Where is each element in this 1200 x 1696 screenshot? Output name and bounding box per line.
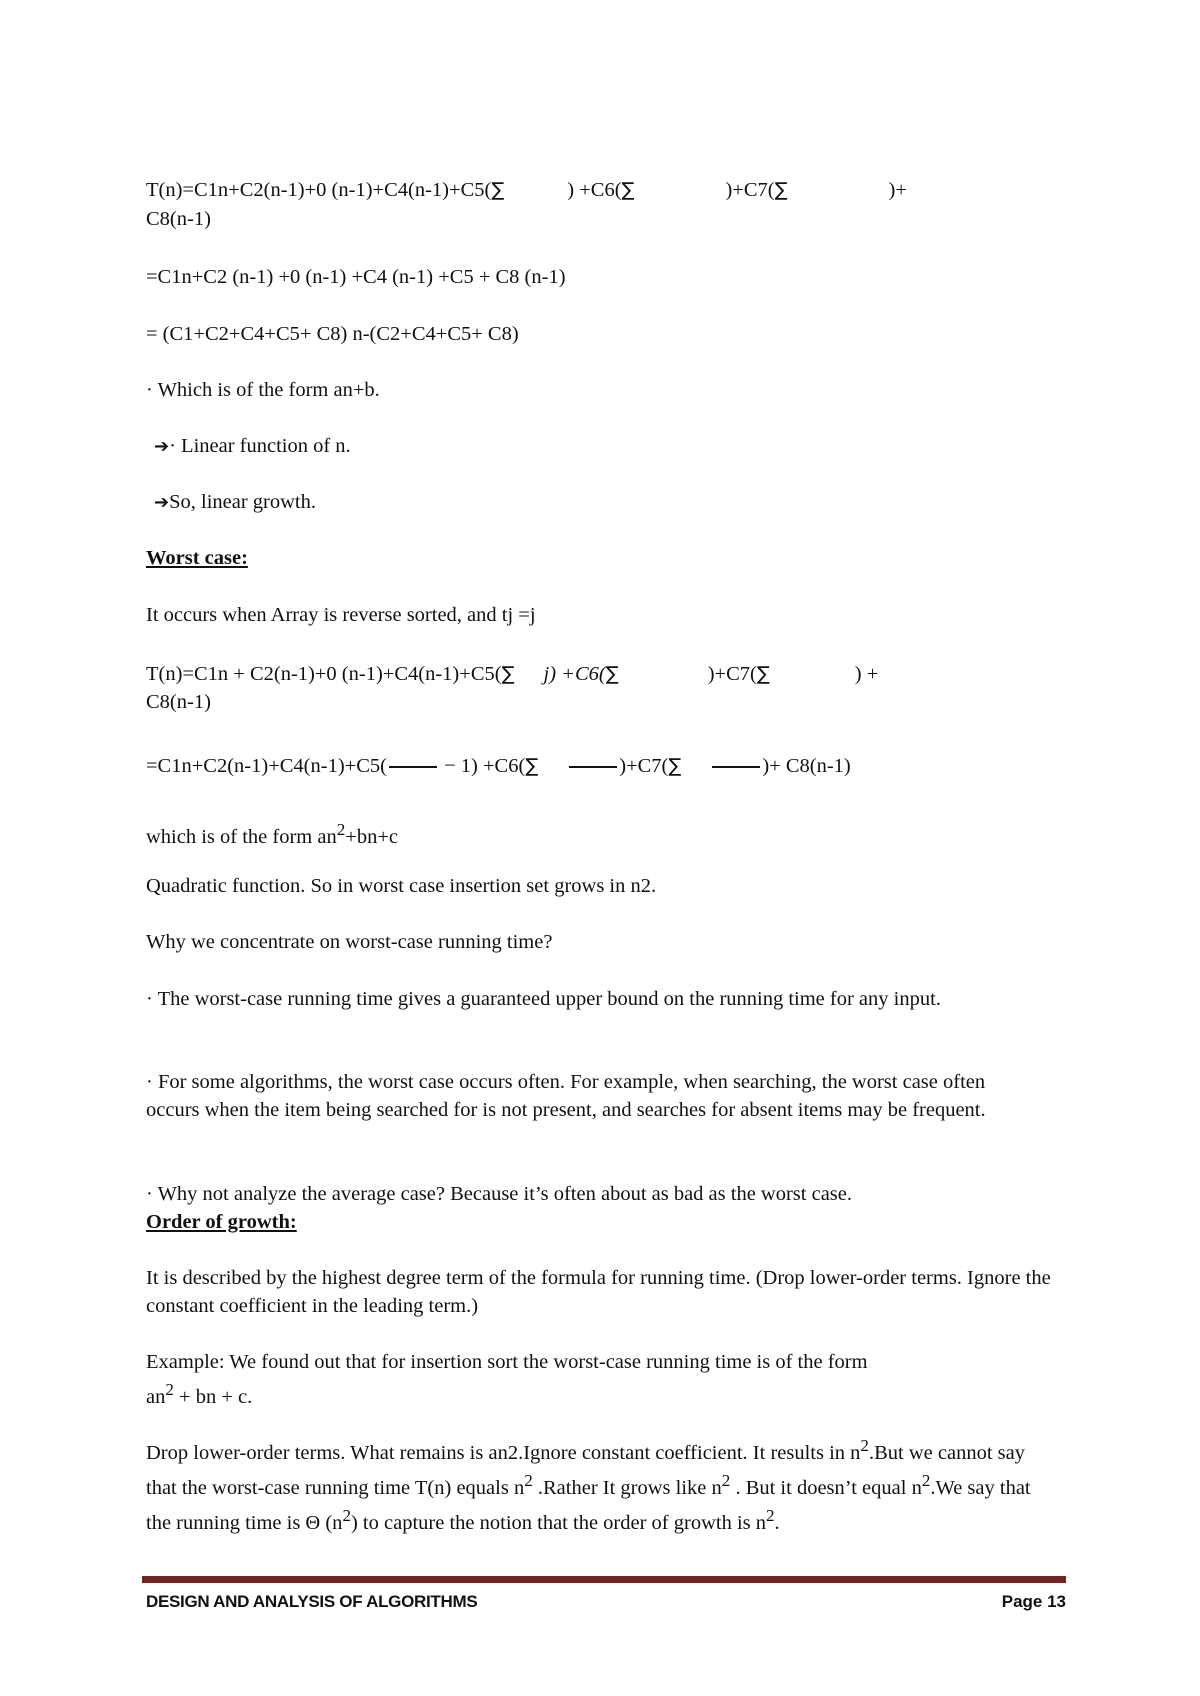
best-case-equation-1: T(n)=C1n+C2(n-1)+0 (n-1)+C4(n-1)+C5(∑ ) +C6(∑ )+C7(∑ )+ [146,179,907,201]
fraction-bar [389,766,437,768]
best-case-equation-1-continued: C8(n-1) [146,208,211,230]
best-case-linear-function: ➔· Linear function of n. [154,435,351,457]
worst-case-equation-1: T(n)=C1n + C2(n-1)+0 (n-1)+C4(n-1)+C5(∑ j) +C6(∑ )+C7(∑ ) + [146,663,879,685]
arrow-right-icon: ➔ [154,436,170,457]
footer-title: DESIGN AND ANALYSIS OF ALGORITHMS [146,1592,478,1611]
worst-case-heading: Worst case: [146,547,248,569]
sigma-symbol: ∑ [525,755,539,777]
drop-lower-order-paragraph: Drop lower-order terms. What remains is an2.Ignore constant coefficient. It results in $n^2.But$ we cannot say that the worst-case running time T(n) equals $n^2$ .Rather It grows like $n^2$ . But it doesn’t equal $n^2.We$ say that the running time is Θ $(n^2)$ to capture the notion that the order of growth is $n^2$. [146,1436,1031,1534]
bullet-worst-case-often: · For some algorithms, the worst case occurs often. For example, when searching, the worst case often occurs when the item being searched for is not present, and searches for absent items may be frequent. [146,1071,986,1121]
sigma-symbol: ∑ [501,663,515,685]
sigma-symbol: ∑ [668,755,682,777]
sigma-symbol: ∑ [605,663,619,685]
worst-case-equation-1-continued: C8(n-1) [146,691,211,713]
example-line-2: $an^2$ + bn + c. [146,1380,253,1408]
sigma-symbol: ∑ [491,179,505,201]
bullet-average-case: · Why not analyze the average case? Because it’s often about as bad as the worst case. [146,1183,853,1205]
worst-case-equation-2: =C1n+C2(n-1)+C4(n-1)+C5( − 1) +C6(∑ )+C7(∑ )+ C8(n-1) [146,755,851,777]
sigma-symbol: ∑ [774,179,788,201]
arrow-right-icon: ➔ [154,492,170,513]
best-case-form: · Which is of the form an+b. [146,379,380,401]
worst-case-form: which is of the form $an^2+bn+c$ [146,820,398,848]
footer-page-number: Page 13 [1001,1592,1066,1611]
footer-rule [142,1576,1066,1583]
quadratic-function-text: Quadratic function. So in worst case insertion set grows in n2. [146,875,657,897]
bullet-upper-bound: · The worst-case running time gives a guaranteed upper bound on the running time for any input. [146,988,941,1010]
sigma-symbol: ∑ [621,179,635,201]
why-worst-case-question: Why we concentrate on worst-case running time? [146,931,553,953]
best-case-equation-2: =C1n+C2 (n-1) +0 (n-1) +C4 (n-1) +C5 + C8 (n-1) [146,266,566,288]
example-line-1: Example: We found out that for insertion sort the worst-case running time is of the form [146,1351,868,1373]
best-case-linear-growth: ➔So, linear growth. [154,491,316,513]
fraction-bar [569,766,617,768]
order-of-growth-description: It is described by the highest degree term of the formula for running time. (Drop lower-order terms. Ignore the constant coefficient in the leading term.) [146,1267,1051,1317]
worst-case-intro: It occurs when Array is reverse sorted, and tj =j [146,604,536,626]
fraction-bar [712,766,760,768]
order-of-growth-heading: Order of growth: [146,1211,297,1233]
best-case-equation-3: = (C1+C2+C4+C5+ C8) n-(C2+C4+C5+ C8) [146,323,519,345]
sigma-symbol: ∑ [756,663,770,685]
